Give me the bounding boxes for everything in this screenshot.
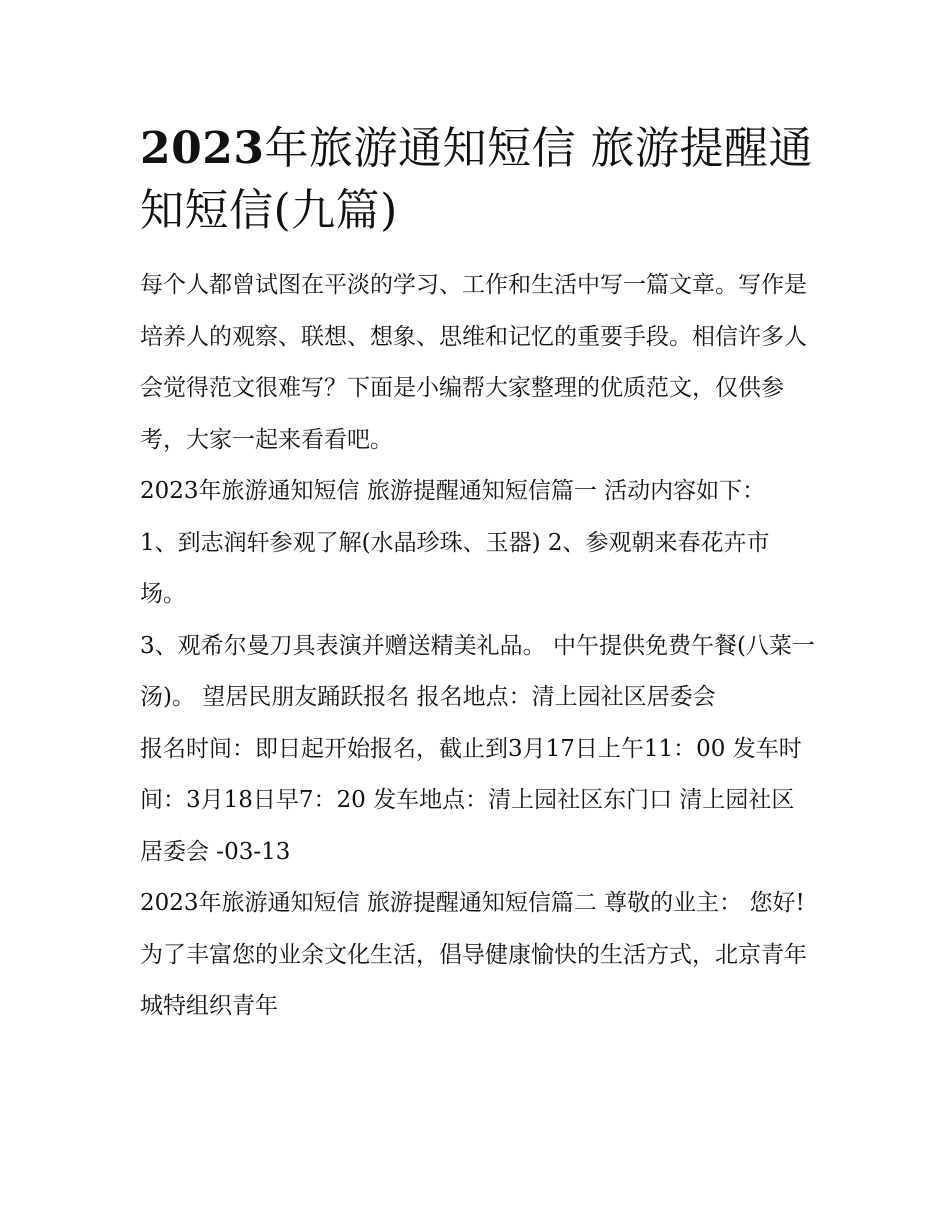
section-one-heading: 2023年旅游通知短信 旅游提醒通知短信篇一 活动内容如下： xyxy=(140,478,766,504)
title-text: 年旅游通知短信 旅游提醒通知短信(九篇) xyxy=(140,123,813,236)
document-title xyxy=(140,118,815,242)
document-body xyxy=(140,118,815,1033)
section-two-paragraph: 2023年旅游通知短信 旅游提醒通知短信篇二 尊敬的业主： 您好!为了丰富您的业余文化生活，倡导健康愉快的生活方式，北京青年城特组织青年 xyxy=(140,890,807,1019)
intro-paragraph: 每个人都曾试图在平淡的学习、工作和生活中写一篇文章。写作是培养人的观察、联想、想象、思维和记忆的重要手段。相信许多人会觉得范文很难写？下面是小编帮大家整理的优质范文，仅供参考，大家一起来看看吧。 xyxy=(140,272,807,453)
activity-item-1-2: 1、到志润轩参观了解(水晶珍珠、玉器) 2、参观朝来春花卉市场。 xyxy=(140,529,770,607)
title-year: 2023 xyxy=(140,123,265,174)
activity-item-3: 3、观希尔曼刀具表演并赠送精美礼品。 中午提供免费午餐(八菜一汤)。 望居民朋友踊跃报名 报名地点：清上园社区居委会 xyxy=(140,632,815,710)
registration-info: 报名时间：即日起开始报名，截止到3月17日上午11：00 发车时间：3月18日早7：20 发车地点：清上园社区东门口 清上园社区居委会 -03-13 xyxy=(140,735,802,865)
